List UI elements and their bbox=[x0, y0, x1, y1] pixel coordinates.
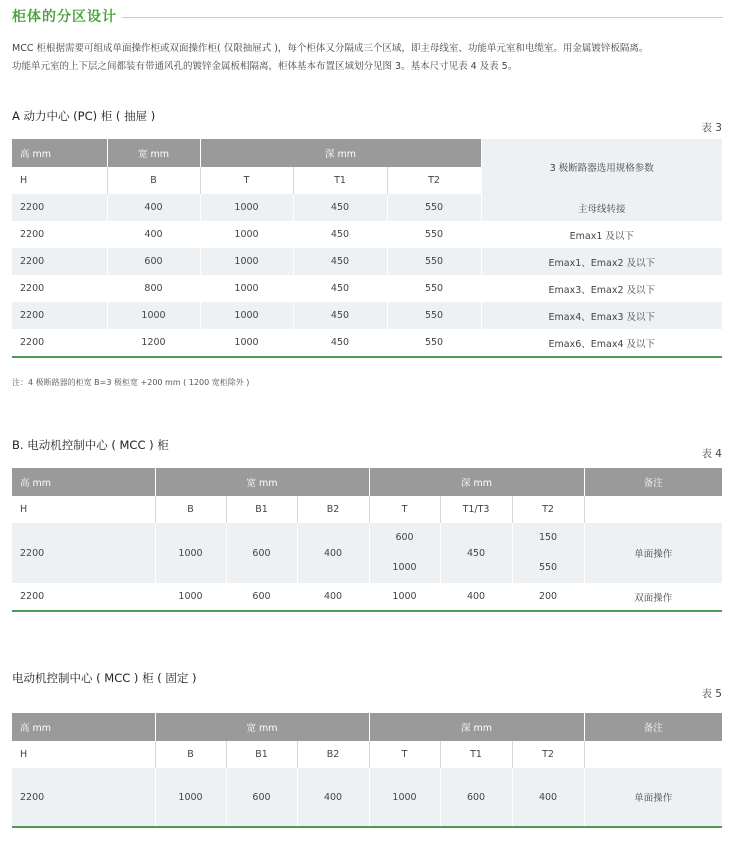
t4-sub-t2: T2 bbox=[512, 496, 584, 523]
intro-paragraph bbox=[12, 40, 727, 76]
cell: Emax3、Emax2 及以下 bbox=[481, 275, 722, 302]
t3-sub-t2: T2 bbox=[387, 167, 481, 194]
table-row bbox=[12, 583, 722, 611]
t3-header-spec: 3 极断路器选用规格参数 bbox=[481, 139, 722, 194]
table5-heading: 电动机控制中心 ( MCC ) 柜 ( 固定 ) bbox=[12, 671, 197, 685]
table3 bbox=[12, 139, 722, 358]
cell: 1200 bbox=[107, 329, 200, 357]
cell: Emax6、Emax4 及以下 bbox=[481, 329, 722, 357]
t4-sub-b2: B2 bbox=[297, 496, 369, 523]
cell: 双面操作 bbox=[584, 583, 722, 611]
cell: 1000 bbox=[200, 194, 293, 221]
intro-line-1: MCC 柜根据需要可组成单面操作柜或双面操作柜( 仅限抽屉式 )，每个柜体又分隔成三个区域，即主母线室、功能单元室和电缆室。用金属镀锌板隔离。 bbox=[12, 43, 649, 54]
cell: 550 bbox=[387, 275, 481, 302]
table4-heading: B. 电动机控制中心 ( MCC ) 柜 bbox=[12, 438, 169, 452]
t3-sub-t: T bbox=[200, 167, 293, 194]
cell: 1000 bbox=[369, 583, 440, 611]
t5-sub-t2: T2 bbox=[512, 741, 584, 768]
cell: 2200 bbox=[12, 523, 155, 583]
cell: 450 bbox=[293, 302, 387, 329]
t5-sub-t1: T1 bbox=[440, 741, 512, 768]
cell: Emax1、Emax2 及以下 bbox=[481, 248, 722, 275]
cell: 1000 bbox=[200, 221, 293, 248]
cell: 1000 bbox=[369, 768, 440, 827]
t4-sub-t1t3: T1/T3 bbox=[440, 496, 512, 523]
cell-value: 150 bbox=[538, 532, 558, 543]
table3-label: 表 3 bbox=[701, 122, 722, 134]
t4-sub-remark bbox=[584, 496, 722, 523]
table-row bbox=[12, 248, 722, 275]
t4-sub-b: B bbox=[155, 496, 226, 523]
cell: 550 bbox=[387, 248, 481, 275]
cell: 600 bbox=[440, 768, 512, 827]
cell-value: 600 bbox=[395, 532, 414, 543]
t3-header-height: 高 mm bbox=[12, 139, 107, 167]
t5-sub-b: B bbox=[155, 741, 226, 768]
cell bbox=[512, 523, 584, 583]
cell-value: 1000 bbox=[392, 562, 417, 573]
cell: 单面操作 bbox=[584, 523, 722, 583]
table-row bbox=[12, 221, 722, 248]
cell: 450 bbox=[293, 221, 387, 248]
cell: 400 bbox=[107, 221, 200, 248]
t4-header-height: 高 mm bbox=[12, 468, 155, 496]
cell: 1000 bbox=[200, 275, 293, 302]
intro-line-2: 功能单元室的上下层之间都装有带通风孔的镀锌金属板相隔离，柜体基本布置区域划分见图 3。基本尺寸见表 4 及表 5。 bbox=[12, 61, 518, 72]
cell: 200 bbox=[512, 583, 584, 611]
section-title: 柜体的分区设计 bbox=[12, 9, 117, 25]
t3-header-depth: 深 mm bbox=[200, 139, 481, 167]
cell: 400 bbox=[512, 768, 584, 827]
cell bbox=[369, 523, 440, 583]
t5-sub-b2: B2 bbox=[297, 741, 369, 768]
t5-header-remark: 备注 bbox=[584, 713, 722, 741]
cell: 800 bbox=[107, 275, 200, 302]
t4-header-remark: 备注 bbox=[584, 468, 722, 496]
cell: 550 bbox=[387, 329, 481, 357]
t3-sub-t1: T1 bbox=[293, 167, 387, 194]
cell: 1000 bbox=[200, 302, 293, 329]
cell: 400 bbox=[297, 583, 369, 611]
t5-sub-h: H bbox=[12, 741, 155, 768]
t5-header-width: 宽 mm bbox=[155, 713, 369, 741]
table4-label: 表 4 bbox=[701, 448, 722, 460]
cell: 600 bbox=[226, 768, 297, 827]
t3-sub-h: H bbox=[12, 167, 107, 194]
cell: 2200 bbox=[12, 275, 107, 302]
cell: 2200 bbox=[12, 248, 107, 275]
t4-header-width: 宽 mm bbox=[155, 468, 369, 496]
cell: 400 bbox=[440, 583, 512, 611]
table4 bbox=[12, 468, 722, 612]
cell: 450 bbox=[293, 248, 387, 275]
cell: 450 bbox=[293, 329, 387, 357]
table-row bbox=[12, 194, 722, 221]
cell: 1000 bbox=[155, 768, 226, 827]
cell: Emax1 及以下 bbox=[481, 221, 722, 248]
cell: 2200 bbox=[12, 583, 155, 611]
cell: 1000 bbox=[107, 302, 200, 329]
cell: 550 bbox=[387, 302, 481, 329]
cell: 600 bbox=[226, 523, 297, 583]
table-row bbox=[12, 329, 722, 357]
table-row bbox=[12, 523, 722, 583]
cell: 1000 bbox=[155, 583, 226, 611]
cell: 450 bbox=[293, 194, 387, 221]
cell: 400 bbox=[107, 194, 200, 221]
cell: 2200 bbox=[12, 768, 155, 827]
cell: 400 bbox=[297, 768, 369, 827]
title-divider bbox=[122, 17, 723, 18]
cell: 1000 bbox=[155, 523, 226, 583]
t3-header-width: 宽 mm bbox=[107, 139, 200, 167]
table-row bbox=[12, 302, 722, 329]
t5-sub-remark bbox=[584, 741, 722, 768]
cell: 主母线转接 bbox=[481, 194, 722, 221]
t3-sub-b: B bbox=[107, 167, 200, 194]
t4-sub-b1: B1 bbox=[226, 496, 297, 523]
t4-sub-t: T bbox=[369, 496, 440, 523]
cell: 2200 bbox=[12, 221, 107, 248]
cell: Emax4、Emax3 及以下 bbox=[481, 302, 722, 329]
table3-note: 注：4 极断路器的柜宽 B=3 极柜宽 +200 mm ( 1200 宽柜除外 ) bbox=[12, 378, 250, 387]
cell: 400 bbox=[297, 523, 369, 583]
cell: 2200 bbox=[12, 194, 107, 221]
table-row bbox=[12, 275, 722, 302]
t4-sub-h: H bbox=[12, 496, 155, 523]
cell: 450 bbox=[440, 523, 512, 583]
t5-sub-t: T bbox=[369, 741, 440, 768]
table5 bbox=[12, 713, 722, 828]
cell: 450 bbox=[293, 275, 387, 302]
t4-header-depth: 深 mm bbox=[369, 468, 584, 496]
cell: 2200 bbox=[12, 302, 107, 329]
cell: 1000 bbox=[200, 248, 293, 275]
cell: 600 bbox=[107, 248, 200, 275]
table3-heading: A 动力中心 (PC) 柜 ( 抽屉 ) bbox=[12, 109, 156, 123]
cell: 550 bbox=[387, 194, 481, 221]
table5-label: 表 5 bbox=[701, 688, 722, 700]
t5-header-height: 高 mm bbox=[12, 713, 155, 741]
t5-header-depth: 深 mm bbox=[369, 713, 584, 741]
cell: 600 bbox=[226, 583, 297, 611]
cell: 550 bbox=[387, 221, 481, 248]
cell-value: 550 bbox=[538, 562, 558, 573]
cell: 2200 bbox=[12, 329, 107, 357]
t5-sub-b1: B1 bbox=[226, 741, 297, 768]
cell: 单面操作 bbox=[584, 768, 722, 827]
cell: 1000 bbox=[200, 329, 293, 357]
table-row bbox=[12, 768, 722, 827]
